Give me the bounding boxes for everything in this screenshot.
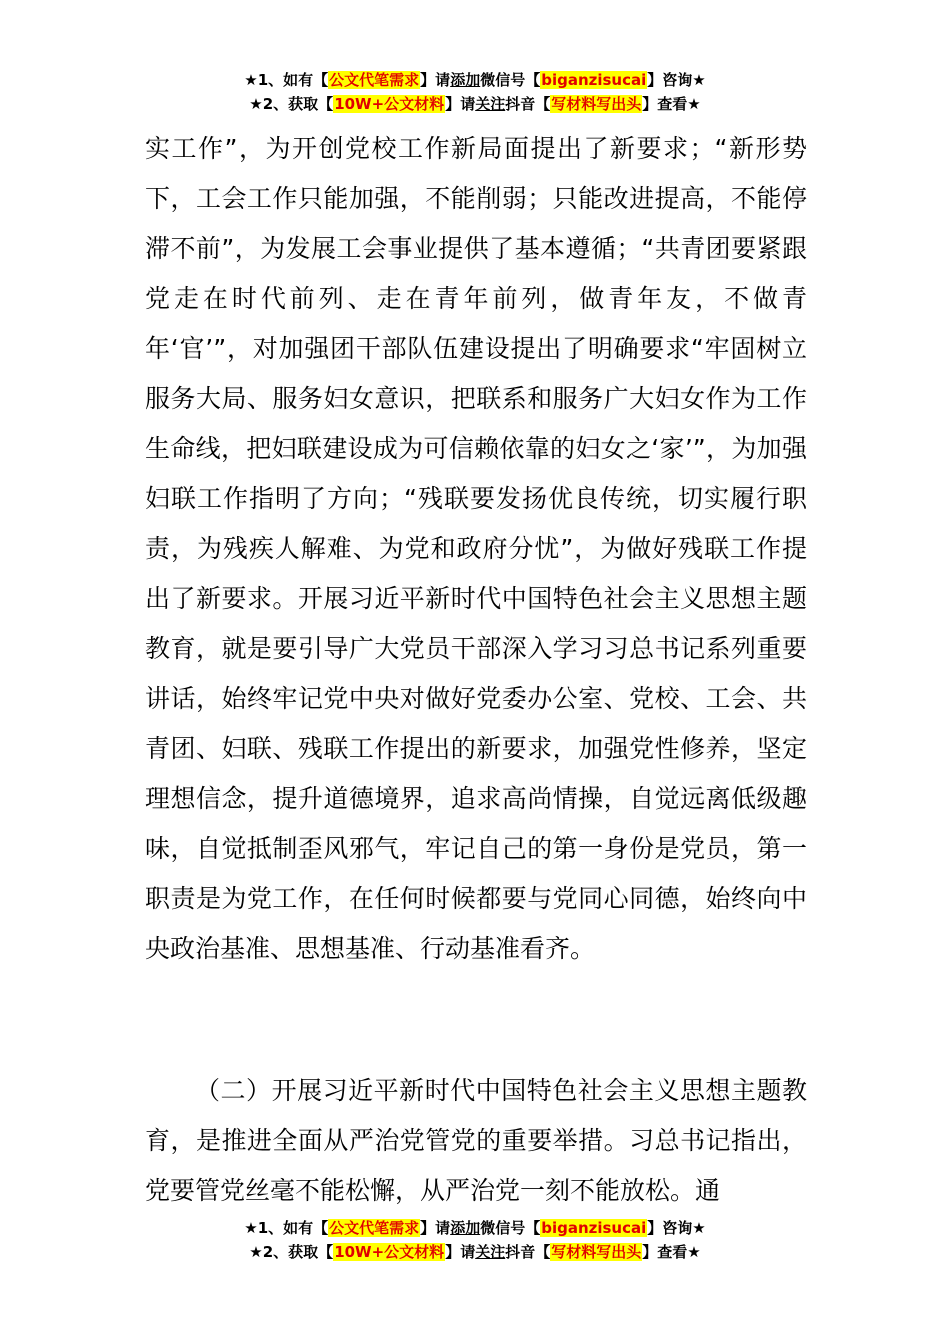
banner-text: 微信号【 bbox=[480, 71, 541, 89]
underlined-text: 添加 bbox=[450, 71, 481, 89]
underlined-text: 关注 bbox=[475, 95, 506, 113]
banner-text: 】请 bbox=[445, 95, 476, 113]
banner-line-2 bbox=[0, 92, 950, 116]
highlight-text: biganzisucai bbox=[541, 71, 647, 89]
banner-line-2 bbox=[0, 1240, 950, 1264]
banner-text: 】咨询★ bbox=[647, 71, 706, 89]
banner-text: 】请 bbox=[445, 1243, 476, 1261]
highlight-text: 公文代笔需求 bbox=[329, 71, 420, 89]
highlight-text: 写材料写出头 bbox=[551, 95, 642, 113]
underlined-text: 添加 bbox=[450, 1219, 481, 1237]
footer-banner bbox=[0, 1216, 950, 1264]
banner-text: ★2、获取【 bbox=[249, 1243, 334, 1261]
document-body-section bbox=[145, 1066, 807, 1216]
body-paragraph-1: 实工作”，为开创党校工作新局面提出了新要求；“新形势下，工会工作只能加强，不能削弱；只能改进提高，不能停滞不前”，为发展工会事业提供了基本遵循；“共青团要紧跟党走在时代前列、走在青年前列，做青年友，不做青年‘官’”，对加强团干部队伍建设提出了明确要求“牢固树立服务大局、服务妇女意识，把联系和服务广大妇女作为工作生命线，把妇联建设成为可信赖依靠的妇女之‘家’”，为加强妇联工作指明了方向；“残联要发扬优良传统，切实履行职责，为残疾人解难、为党和政府分忧”，为做好残联工作提出了新要求。开展习近平新时代中国特色社会主义思想主题教育，就是要引导广大党员干部深入学习习总书记系列重要讲话，始终牢记党中央对做好党委办公室、党校、工会、共青团、妇联、残联工作提出的新要求，加强党性修养，坚定理想信念，提升道德境界，追求高尚情操，自觉远离低级趣味，自觉抵制歪风邪气，牢记自己的第一身份是党员，第一职责是为党工作，在任何时候都要与党同心同德，始终向中央政治基准、思想基准、行动基准看齐。 bbox=[145, 134, 807, 963]
banner-line-1 bbox=[0, 1216, 950, 1240]
highlight-text: 10W+公文材料 bbox=[334, 95, 445, 113]
banner-text: 抖音【 bbox=[505, 95, 551, 113]
banner-line-1 bbox=[0, 68, 950, 92]
header-banner bbox=[0, 68, 950, 116]
highlight-text: 10W+公文材料 bbox=[334, 1243, 445, 1261]
underlined-text: 关注 bbox=[475, 1243, 506, 1261]
document-body bbox=[145, 124, 807, 974]
banner-text: 】查看★ bbox=[642, 1243, 701, 1261]
banner-text: 】咨询★ bbox=[647, 1219, 706, 1237]
banner-text: 抖音【 bbox=[505, 1243, 551, 1261]
banner-text: ★1、如有【 bbox=[244, 1219, 329, 1237]
highlight-text: 写材料写出头 bbox=[551, 1243, 642, 1261]
banner-text: 】查看★ bbox=[642, 95, 701, 113]
banner-text: ★1、如有【 bbox=[244, 71, 329, 89]
body-paragraph-2: （二）开展习近平新时代中国特色社会主义思想主题教育，是推进全面从严治党管党的重要举措。习总书记指出，党要管党丝毫不能松懈，从严治党一刻不能放松。通 bbox=[145, 1076, 807, 1205]
banner-text: 】请 bbox=[420, 1219, 451, 1237]
banner-text: 】请 bbox=[420, 71, 451, 89]
banner-text: ★2、获取【 bbox=[249, 95, 334, 113]
highlight-text: 公文代笔需求 bbox=[329, 1219, 420, 1237]
highlight-text: biganzisucai bbox=[541, 1219, 647, 1237]
banner-text: 微信号【 bbox=[480, 1219, 541, 1237]
